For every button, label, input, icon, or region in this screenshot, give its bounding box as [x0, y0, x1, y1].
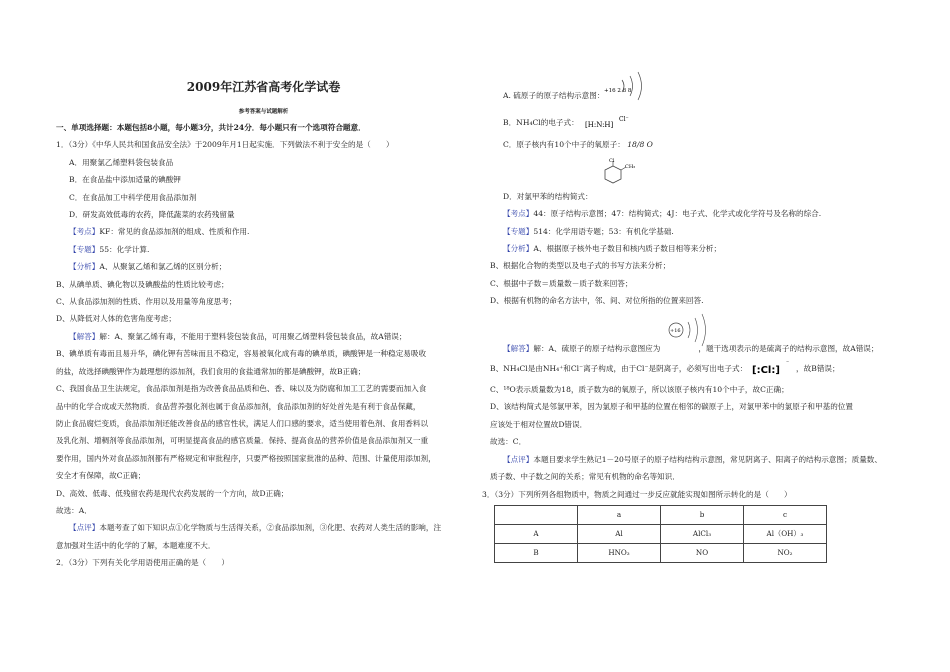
q1-answer-line: 要作用，国内外对食品添加剂都有严格规定和审批程序，只要严格按照国家批准的品种、范围、计量使用添加剂，	[56, 453, 436, 463]
q2-answer-line: 故选：C．	[490, 437, 527, 447]
table-cell	[495, 505, 578, 524]
table-cell: HNO₃	[578, 543, 661, 562]
chlorotoluene-structure-icon	[600, 158, 634, 188]
q1-answer-line: 安全才有保障，故C正确；	[56, 471, 146, 481]
chloride-electron-formula-icon	[750, 358, 794, 380]
page-subtitle: 参考答案与试题解析	[238, 109, 289, 115]
q1-option-c: C．在食品加工中科学使用食品添加剂	[69, 192, 197, 202]
q2-answer: 【解答】解：A、硫原子的原子结构示意图应为 ，题干选项表示的是硫离子的结构示意图，故A错误；	[503, 343, 879, 353]
q1-answer-line: 的盐，故选择碘酸钾作为最理想的添加剂，我们食用的食盐通常加的都是碘酸钾，故B正确；	[56, 366, 366, 376]
analysis-tag: 【分析】	[69, 262, 100, 272]
table-cell: NO₂	[744, 543, 827, 562]
q2-option-c: C．原子核内有10个中子的氧原子： 18/8 O	[503, 140, 653, 150]
table-cell: c	[744, 505, 827, 524]
q2-option-b: B．NH₄Cl的电子式： [H:N:H] Cl⁻	[490, 112, 910, 134]
right-column	[482, 0, 910, 563]
q1-analysis-line: D、从降低对人体的危害角度考虑；	[56, 314, 176, 324]
q1-topic: 【专题】55：化学计算.	[69, 244, 150, 254]
q1-option-d: D．研发高效低毒的农药，降低蔬菜的农药残留量	[69, 210, 235, 220]
q1-stem: 1．（3分）《中华人民共和国食品安全法》于2009年月1日起实施．下列做法不利于安全的是（ ）	[56, 140, 394, 150]
svg-text:⁻: ⁻	[785, 360, 789, 368]
q3-table	[494, 505, 827, 563]
comment-tag: 【点评】	[69, 523, 100, 533]
q2-option-a: A. 硫原子的原子结构示意图：	[503, 91, 605, 100]
table-cell: B	[495, 543, 578, 562]
q2-answer-line: 应该处于相对位置故D错误．	[490, 419, 588, 429]
q2-comment: 【点评】本题目要求学生熟记1－20号原子的原子结构结构示意图，常见阴离子、阳离子的结构示意图；质量数、	[503, 454, 882, 464]
option-d-figure	[490, 154, 910, 188]
topic-tag: 【专题】	[69, 244, 100, 254]
q1-answer: 【解答】解：A、聚氯乙烯有毒，不能用于塑料袋包装食品，可用聚乙烯塑料袋包装食品，故A错误；	[69, 331, 407, 341]
q2-answer-line: D、该结构简式是邻氯甲苯，因为氯原子和甲基的位置在相邻的碳原子上，对氯甲苯中的氯原子和甲基的位置	[490, 402, 853, 412]
q1-option-a: A．用聚氯乙烯塑料袋包装食品	[69, 157, 174, 167]
q1-answer-line: 防止食品腐烂变质，食品添加剂还能改善食品的感官性状，满足人们口感的要求，适当使用着色剂、食用香料以	[56, 418, 429, 428]
sulfur-atom-diagram-icon	[664, 310, 714, 350]
answer-tag: 【解答】	[69, 331, 100, 341]
svg-text:CH₃: CH₃	[625, 163, 636, 170]
table-cell: A	[495, 524, 578, 543]
oxygen-isotope-symbol: 18/8 O	[627, 140, 653, 150]
table-header-row	[495, 505, 827, 524]
q1-analysis: 【分析】A、从聚氯乙烯和氯乙烯的区别分析；	[69, 262, 227, 272]
q2-point: 【考点】44：原子结构示意图；47：结构简式；4J：电子式、化学式或化学符号及名称的综合.	[503, 209, 822, 219]
answer-figure	[490, 310, 910, 332]
table-cell: b	[661, 505, 744, 524]
table-cell: Al	[578, 524, 661, 543]
svg-text:Cl: Cl	[609, 157, 615, 164]
table-row	[495, 524, 827, 543]
table-cell: AlCl₃	[661, 524, 744, 543]
q1-answer-line: C、我国食品卫生法规定，食品添加剂是指为改善食品品质和色、香、味以及为防腐和加工工艺的需要而加入食	[56, 384, 427, 394]
q2-topic: 【专题】514：化学用语专题；53：有机化学基础.	[503, 226, 674, 236]
q2-answer-line: C、¹⁸O表示质量数为18，质子数为8的氧原子，所以该原子核内有10个中子，故C正确；	[490, 385, 789, 395]
q1-point: 【考点】KF：常见的食品添加剂的组成、性质和作用.	[69, 227, 250, 237]
q2-analysis-line: C、根据中子数＝质量数－质子数来回答；	[490, 278, 633, 288]
section-heading: 一、单项选择题：本题包括8小题，每小题3分，共计24分．每小题只有一个选项符合题意．	[56, 123, 366, 132]
q1-answer-line: 故选：A．	[56, 505, 92, 515]
q1-comment: 【点评】本题考查了如下知识点①化学物质与生活得关系，②食品添加剂，③化肥、农药对人类生活的影响，注	[69, 523, 442, 533]
point-tag: 【考点】	[69, 227, 100, 237]
q1-answer-line: 品中的化学合成或天然物质．食品营养强化剂也属于食品添加剂，食品添加剂的好处首先是有利于食品保藏，	[56, 401, 421, 411]
q2-analysis-line: B、根据化合物的类型以及电子式的书写方法来分析；	[490, 261, 671, 271]
q2-analysis-line: D、根据有机物的命名方法中，邻、间、对位所指的位置来回答.	[490, 296, 704, 306]
q1-answer-line: 及乳化剂、增稠剂等食品添加剂，可明显提高食品的感官质量．保持、提高食品的营养价值是食品添加剂又一重	[56, 436, 429, 446]
q1-analysis-line: B、从碘单质、碘化物以及碘酸盐的性质比较考虑；	[56, 279, 229, 289]
q1-comment-line: 意加强对生活中的化学的了解，本题难度不大．	[56, 540, 216, 550]
table-row	[495, 543, 827, 562]
nh4cl-electron-formula-icon	[581, 112, 633, 134]
left-column	[56, 0, 471, 572]
sulfur-ion-diagram-icon	[602, 70, 652, 100]
svg-text:+16: +16	[670, 327, 681, 334]
svg-text:Cl⁻: Cl⁻	[619, 116, 629, 124]
svg-text:[H:N:H]: [H:N:H]	[585, 121, 614, 130]
q2-answer-b: B、NH₄Cl是由NH₄⁺和Cl⁻离子构成，由于Cl⁻是阴离子，必须写出电子式： [:Cl:] ⁻ ，故B错误；	[490, 357, 910, 381]
q1-answer-line: B、碘单质有毒而且易升华，碘化钾有苦味而且不稳定，容易被氧化成有毒的碘单质，碘酸钾是一种稳定易吸收	[56, 349, 427, 359]
q2-stem: 2．（3分）下列有关化学用语使用正确的是（ ）	[56, 558, 229, 568]
q3-stem: 3．（3分）下列所列各组物质中，物质之间通过一步反应就能实现如图所示转化的是（ ）	[482, 489, 792, 499]
table-cell: Al（OH）₃	[744, 524, 827, 543]
svg-text:[:Cl:]: [:Cl:]	[751, 365, 780, 377]
q2-analysis: 【分析】A、根据原子核外电子数目和核内质子数目相等来分析；	[503, 244, 722, 254]
q2-comment-line: 质子数、中子数之间的关系；常见有机物的命名等知识．	[490, 472, 680, 482]
q1-option-b: B．在食品盐中添加适量的碘酸钾	[69, 175, 181, 185]
option-a-block	[490, 0, 910, 94]
table-cell: NO	[661, 543, 744, 562]
svg-text:+16 2 8 8: +16 2 8 8	[604, 88, 632, 94]
q2-option-d: D．对氯甲苯的结构简式：	[503, 191, 593, 201]
q1-answer-line: D、高效、低毒、低残留农药是现代农药发展的一个方向，故D正确；	[56, 488, 289, 498]
q1-analysis-line: C、从食品添加剂的性质、作用以及用量等角度思考；	[56, 297, 237, 307]
table-cell: a	[578, 505, 661, 524]
page-title: 2009年江苏省高考化学试卷	[186, 80, 341, 94]
